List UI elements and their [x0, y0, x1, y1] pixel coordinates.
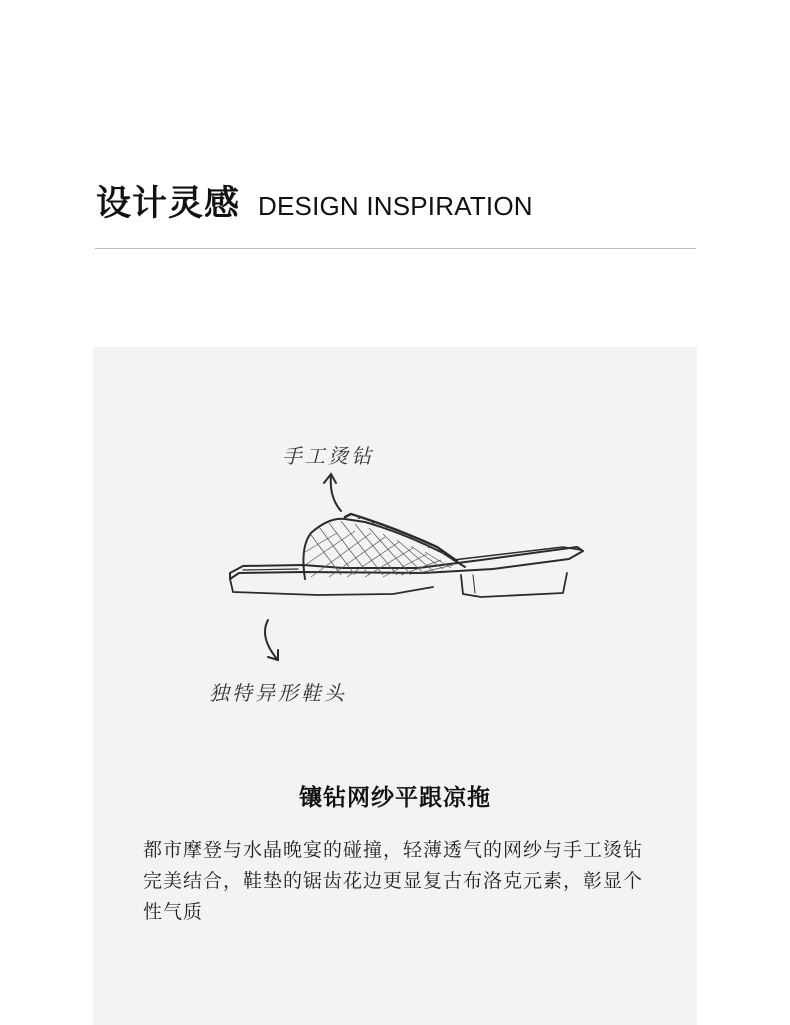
- callout-hand-rhinestone: 手工烫钻: [282, 444, 374, 468]
- product-name: 镶钻网纱平跟凉拖: [299, 785, 491, 811]
- sandal-sketch: [93, 347, 697, 767]
- rhinestone-dots: [358, 517, 444, 554]
- sole-bottom: [230, 579, 433, 595]
- inspiration-panel: [93, 347, 697, 1025]
- header-divider: [95, 248, 696, 249]
- mesh-pattern: [305, 521, 453, 577]
- callout-unique-toe: 独特异形鞋头: [209, 681, 347, 705]
- arrow-top-icon: [324, 474, 341, 511]
- section-title-en: DESIGN INSPIRATION: [258, 191, 533, 221]
- product-description: 都市摩登与水晶晚宴的碰撞，轻薄透气的网纱与手工烫钻完美结合，鞋垫的锯齿花边更显复古布洛克元素，彰显个性气质: [143, 839, 644, 923]
- section-header: [96, 176, 696, 236]
- arrow-bottom-icon: [265, 620, 278, 660]
- heel: [461, 573, 567, 597]
- section-title-cn: 设计灵感: [96, 184, 241, 224]
